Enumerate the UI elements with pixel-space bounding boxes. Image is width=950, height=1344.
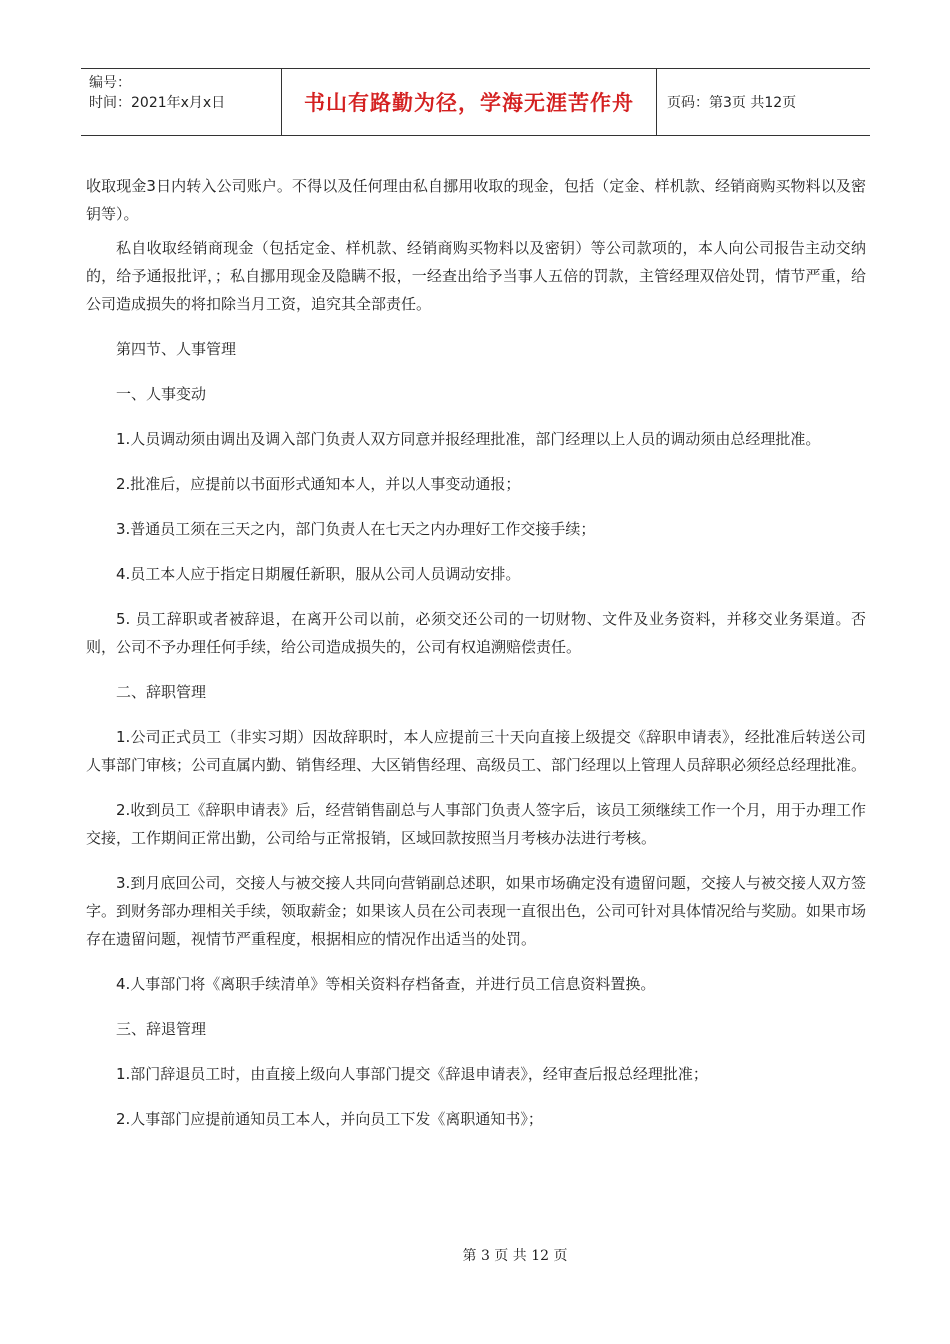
list-item: 4.人事部门将《离职手续清单》等相关资料存档备查，并进行员工信息资料置换。 — [116, 975, 656, 993]
list-item: 1.人员调动须由调出及调入部门负责人双方同意并报经理批准，部门经理以上人员的调动须由总经理批准。 — [116, 430, 821, 448]
heading-dismissal: 三、辞退管理 — [116, 1020, 207, 1038]
page-footer: 第 3 页 共 12 页 — [462, 1248, 568, 1264]
list-item: 3.到月底回公司，交接人与被交接人共同向营销副总述职，如果市场确定没有遗留问题，交接人与被交接人双方签字。到财务部办理相关手续，领取薪金；如果该人员在公司表现一直很出色，公司可针对具体情况给与奖励。如果市场存在遗留问题，视情节严重程度，根据相应的情况作出适当的处罚。 — [86, 874, 867, 948]
list-item: 4.员工本人应于指定日期履任新职，服从公司人员调动安排。 — [116, 565, 521, 583]
heading-transfer: 一、人事变动 — [116, 385, 207, 403]
time-label: 时间：2021年x月x日 — [89, 95, 226, 111]
list-item: 1.公司正式员工（非实习期）因故辞职时，本人应提前三十天向直接上级提交《辞职申请表》，经批准后转送公司人事部门审核；公司直属内勤、销售经理、大区销售经理、高级员工、部门经理以上管理人员辞职必须经总经理批准。 — [86, 728, 867, 774]
paragraph-cash: 收取现金3日内转入公司账户。不得以及任何理由私自挪用收取的现金，包括（定金、样机款、经销商购买物料以及密钥等）。 — [86, 177, 866, 223]
list-item: 5. 员工辞职或者被辞退，在离开公司以前，必须交还公司的一切财物、文件及业务资料，并移交业务渠道。否则，公司不予办理任何手续，给公司造成损失的，公司有权追溯赔偿责任。 — [86, 610, 866, 656]
header-page-label: 页码：第3页 共12页 — [667, 95, 797, 111]
header-meta — [81, 69, 282, 135]
list-item: 1.部门辞退员工时，由直接上级向人事部门提交《辞退申请表》，经审查后报总经理批准； — [116, 1065, 708, 1083]
list-item: 3.普通员工须在三天之内，部门负责人在七天之内办理好工作交接手续； — [116, 520, 596, 538]
list-item: 2.人事部门应提前通知员工本人，并向员工下发《离职通知书》； — [116, 1110, 543, 1128]
list-item: 2.批准后，应提前以书面形式通知本人，并以人事变动通报； — [116, 475, 521, 493]
header-motto: 书山有路勤为径，学海无涯苦作舟 — [282, 69, 657, 135]
section-title: 第四节、人事管理 — [116, 340, 237, 358]
paragraph-penalty: 私自收取经销商现金（包括定金、样机款、经销商购买物料以及密钥）等公司款项的，本人向公司报告主动交纳的，给予通报批评，；私自挪用现金及隐瞒不报，一经查出给予当事人五倍的罚款，主管经理双倍处罚，情节严重，给公司造成损失的将扣除当月工资，追究其全部责任。 — [86, 239, 866, 313]
list-item: 2.收到员工《辞职申请表》后，经营销售副总与人事部门负责人签字后，该员工须继续工作一个月，用于办理工作交接，工作期间正常出勤，公司给与正常报销，区域回款按照当月考核办法进行考核。 — [86, 801, 866, 847]
page-header — [81, 68, 870, 136]
code-label: 编号： — [89, 75, 131, 91]
document-body — [86, 172, 866, 1133]
heading-resignation: 二、辞职管理 — [116, 683, 207, 701]
